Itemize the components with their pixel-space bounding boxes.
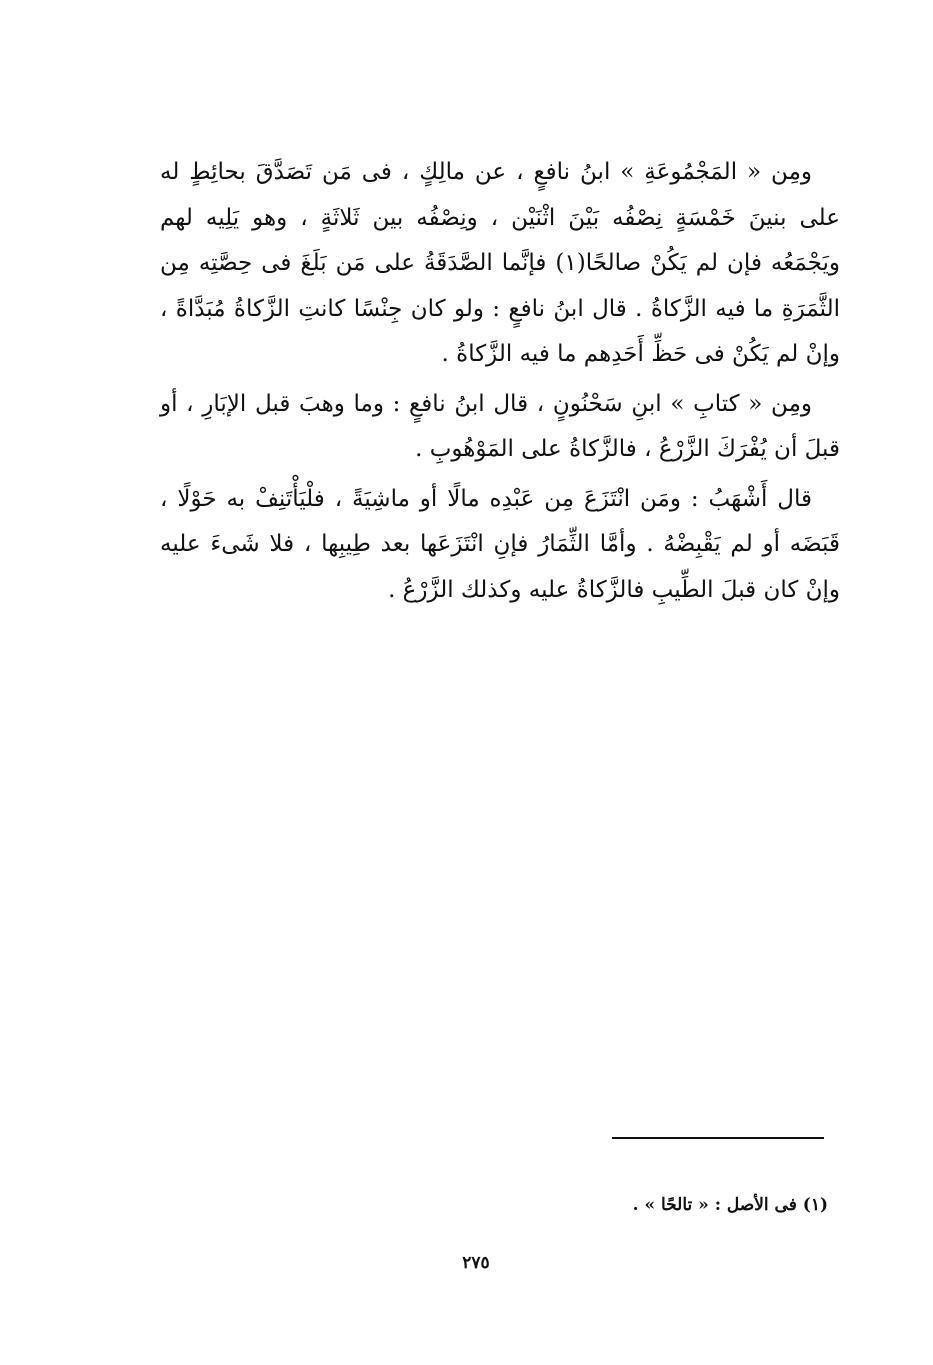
footnote: (١) فى الأصل : « تالحًا » . [632,1195,828,1215]
page-number: ٢٧٥ [462,1253,490,1273]
paragraph-2: ومِن « كتابِ » ابنِ سَحْنُونٍ ، قال ابنُ نافعٍ : وما وهبَ قبل الإبَارِ ، أو قبلَ أن يُفْرَكَ الزَّرْعُ ، فالزَّكاةُ على المَوْهُوبِ . [160,390,840,462]
footnote-separator [612,1137,824,1139]
paragraph-1: ومِن « المَجْمُوعَةِ » ابنُ نافعٍ ، عن مالِكٍ ، فى مَن تَصَدَّقَ بحائِطٍ له على بنينَ خَمْسَةٍ نِصْفُه بَيْنَ اثْنَيْن ، ونِصْفُه بين ثَلاثَةٍ ، وهو يَلِيه لهم ويَجْمَعُه فإن لم يَكُنْ صالحًا(١) فإنَّما الصَّدَقَةُ على مَن بَلَغَ فى حِصَّتِه مِن الثَّمَرَةِ ما فيه الزَّكاةُ . قال ابنُ نافعٍ : ولو كان جِنْسًا كانتِ الزَّكاةُ مُبَدَّاةً ، وإنْ لم يَكُنْ فى حَظِّ أَحَدِهم ما فيه الزَّكاةُ . [160,159,841,367]
main-text-block [160,150,840,617]
paragraph-3: قال أَشْهَبُ : ومَن انْتَزَعَ مِن عَبْدِه مالًا أو ماشِيَةً ، فلْيَأْتَنِفْ به حَوْلًا ، قَبَضَه أو لم يَقْبِضْهُ . وأمَّا الثِّمَارُ فإنِ انْتَزَعَها بعد طِيبِها ، فلا شَىءَ عليه وإنْ كان قبلَ الطِّيبِ فالزَّكاةُ عليه وكذلك الزَّرْعُ . [160,485,840,603]
